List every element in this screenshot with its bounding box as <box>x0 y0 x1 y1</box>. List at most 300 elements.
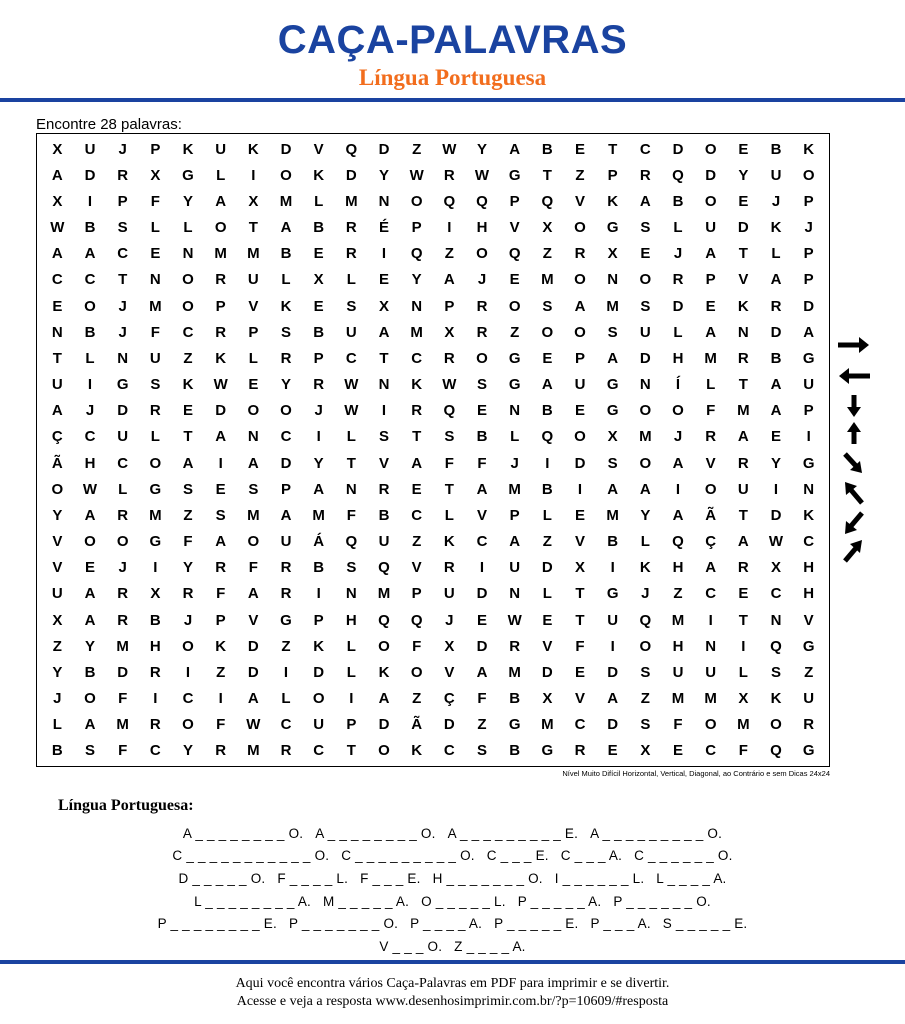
grid-letter[interactable]: A <box>378 323 390 341</box>
grid-letter[interactable]: I <box>153 690 158 708</box>
grid-letter[interactable]: S <box>346 297 357 315</box>
grid-letter[interactable]: F <box>477 690 487 708</box>
grid-letter[interactable]: S <box>640 219 651 237</box>
grid-letter[interactable]: G <box>802 454 815 472</box>
grid-letter[interactable]: M <box>671 690 685 708</box>
grid-letter[interactable]: M <box>410 323 423 341</box>
grid-letter[interactable]: Y <box>280 376 291 394</box>
grid-letter[interactable]: C <box>705 585 717 603</box>
grid-letter[interactable]: U <box>117 428 129 446</box>
grid-letter[interactable]: F <box>150 192 160 210</box>
grid-letter[interactable]: R <box>117 166 129 184</box>
grid-letter[interactable]: A <box>607 690 619 708</box>
grid-letter[interactable]: U <box>803 376 815 394</box>
grid-letter[interactable]: Ç <box>443 690 455 708</box>
grid-letter[interactable]: R <box>476 323 488 341</box>
grid-letter[interactable]: D <box>345 166 357 184</box>
grid-letter[interactable]: O <box>672 402 684 420</box>
grid-letter[interactable]: U <box>51 585 63 603</box>
grid-letter[interactable]: D <box>280 454 292 472</box>
grid-letter[interactable]: B <box>541 140 553 158</box>
grid-letter[interactable]: S <box>640 716 651 734</box>
grid-letter[interactable]: D <box>770 506 782 524</box>
grid-letter[interactable]: A <box>607 480 619 498</box>
grid-letter[interactable]: Í <box>675 376 681 394</box>
grid-letter[interactable]: C <box>117 245 129 263</box>
grid-letter[interactable]: U <box>705 219 717 237</box>
grid-letter[interactable]: B <box>84 323 96 341</box>
grid-letter[interactable]: E <box>52 297 63 315</box>
grid-letter[interactable]: D <box>541 663 553 681</box>
grid-letter[interactable]: A <box>378 690 390 708</box>
grid-letter[interactable]: E <box>182 402 193 420</box>
grid-letter[interactable]: N <box>607 271 619 289</box>
grid-letter[interactable]: G <box>149 480 162 498</box>
grid-letter[interactable]: H <box>803 559 815 577</box>
grid-letter[interactable]: A <box>705 323 717 341</box>
grid-letter[interactable]: L <box>183 219 193 237</box>
grid-letter[interactable]: D <box>803 297 815 315</box>
grid-letter[interactable]: J <box>510 454 519 472</box>
grid-letter[interactable]: R <box>737 559 749 577</box>
grid-letter[interactable]: K <box>803 506 815 524</box>
grid-letter[interactable]: B <box>476 428 488 446</box>
grid-letter[interactable]: S <box>117 219 128 237</box>
grid-letter[interactable]: L <box>85 349 95 367</box>
grid-letter[interactable]: E <box>574 663 585 681</box>
grid-letter[interactable]: U <box>509 559 521 577</box>
grid-letter[interactable]: O <box>182 637 194 655</box>
grid-letter[interactable]: A <box>770 402 782 420</box>
grid-letter[interactable]: N <box>411 297 423 315</box>
grid-letter[interactable]: O <box>639 454 652 472</box>
grid-letter[interactable]: D <box>378 716 390 734</box>
grid-letter[interactable]: Z <box>183 349 193 367</box>
grid-letter[interactable]: Y <box>476 140 487 158</box>
grid-letter[interactable]: D <box>737 219 749 237</box>
grid-letter[interactable]: O <box>410 663 423 681</box>
grid-letter[interactable]: T <box>575 611 585 629</box>
grid-letter[interactable]: O <box>116 533 129 551</box>
grid-letter[interactable]: F <box>444 454 454 472</box>
grid-letter[interactable]: R <box>574 245 586 263</box>
grid-letter[interactable]: A <box>215 533 227 551</box>
grid-letter[interactable]: I <box>218 454 223 472</box>
grid-letter[interactable]: I <box>447 219 452 237</box>
grid-letter[interactable]: D <box>705 166 717 184</box>
grid-letter[interactable]: D <box>443 716 455 734</box>
grid-letter[interactable]: T <box>248 219 258 237</box>
grid-letter[interactable]: O <box>378 742 390 760</box>
grid-letter[interactable]: D <box>247 637 259 655</box>
grid-letter[interactable]: V <box>574 690 585 708</box>
grid-letter[interactable]: E <box>738 585 749 603</box>
grid-letter[interactable]: Q <box>770 637 782 655</box>
grid-letter[interactable]: T <box>738 376 748 394</box>
grid-letter[interactable]: R <box>345 219 357 237</box>
grid-letter[interactable]: O <box>639 637 652 655</box>
grid-letter[interactable]: P <box>313 349 324 367</box>
grid-letter[interactable]: A <box>247 690 259 708</box>
grid-letter[interactable]: C <box>443 742 455 760</box>
grid-letter[interactable]: Z <box>542 245 552 263</box>
grid-letter[interactable]: R <box>345 245 357 263</box>
grid-letter[interactable]: E <box>476 402 487 420</box>
grid-letter[interactable]: W <box>409 166 424 184</box>
grid-letter[interactable]: D <box>607 663 619 681</box>
grid-letter[interactable]: E <box>313 245 324 263</box>
grid-letter[interactable]: V <box>509 219 520 237</box>
grid-letter[interactable]: R <box>770 297 782 315</box>
grid-letter[interactable]: Ã <box>51 454 63 472</box>
grid-letter[interactable]: J <box>53 690 62 708</box>
grid-letter[interactable]: L <box>52 716 62 734</box>
grid-letter[interactable]: E <box>738 192 749 210</box>
grid-letter[interactable]: I <box>349 690 354 708</box>
grid-letter[interactable]: K <box>737 297 749 315</box>
grid-letter[interactable]: Q <box>345 533 358 551</box>
grid-letter[interactable]: G <box>606 219 619 237</box>
grid-letter[interactable]: Q <box>639 611 652 629</box>
grid-letter[interactable]: S <box>182 480 193 498</box>
grid-letter[interactable]: R <box>117 611 129 629</box>
grid-letter[interactable]: A <box>215 428 227 446</box>
grid-letter[interactable]: Z <box>673 585 683 603</box>
grid-letter[interactable]: M <box>737 402 750 420</box>
grid-letter[interactable]: F <box>118 690 128 708</box>
grid-letter[interactable]: D <box>280 140 292 158</box>
grid-letter[interactable]: L <box>771 245 781 263</box>
grid-letter[interactable]: J <box>118 559 127 577</box>
grid-letter[interactable]: L <box>346 637 356 655</box>
grid-letter[interactable]: B <box>770 349 782 367</box>
grid-letter[interactable]: E <box>672 742 683 760</box>
grid-letter[interactable]: L <box>281 271 291 289</box>
grid-letter[interactable]: U <box>803 690 815 708</box>
grid-letter[interactable]: L <box>216 166 226 184</box>
grid-letter[interactable]: W <box>344 402 359 420</box>
grid-letter[interactable]: M <box>312 506 325 524</box>
grid-letter[interactable]: L <box>346 428 356 446</box>
grid-letter[interactable]: X <box>542 690 553 708</box>
grid-letter[interactable]: O <box>639 271 652 289</box>
grid-letter[interactable]: G <box>149 533 162 551</box>
grid-letter[interactable]: A <box>215 192 227 210</box>
grid-letter[interactable]: B <box>313 323 325 341</box>
grid-letter[interactable]: G <box>280 611 292 629</box>
grid-letter[interactable]: I <box>87 376 93 394</box>
grid-letter[interactable]: K <box>639 559 651 577</box>
grid-letter[interactable]: K <box>803 140 815 158</box>
grid-letter[interactable]: O <box>704 716 717 734</box>
grid-letter[interactable]: H <box>672 349 684 367</box>
grid-letter[interactable]: U <box>672 663 684 681</box>
grid-letter[interactable]: D <box>313 663 325 681</box>
grid-letter[interactable]: M <box>247 742 260 760</box>
grid-letter[interactable]: I <box>251 166 256 184</box>
grid-letter[interactable]: O <box>247 533 260 551</box>
grid-letter[interactable]: C <box>705 742 717 760</box>
grid-letter[interactable]: L <box>150 428 160 446</box>
grid-letter[interactable]: B <box>280 245 292 263</box>
grid-letter[interactable]: C <box>84 428 96 446</box>
grid-letter[interactable]: N <box>737 323 749 341</box>
grid-letter[interactable]: W <box>344 376 359 394</box>
grid-letter[interactable]: M <box>508 480 521 498</box>
grid-letter[interactable]: M <box>737 716 750 734</box>
grid-letter[interactable]: S <box>607 323 618 341</box>
grid-letter[interactable]: B <box>313 559 325 577</box>
grid-letter[interactable]: V <box>574 533 585 551</box>
grid-letter[interactable]: V <box>803 611 814 629</box>
grid-letter[interactable]: S <box>476 742 487 760</box>
grid-letter[interactable]: B <box>607 533 619 551</box>
grid-letter[interactable]: C <box>476 533 488 551</box>
grid-letter[interactable]: A <box>476 480 488 498</box>
grid-letter[interactable]: K <box>378 663 390 681</box>
grid-letter[interactable]: R <box>443 559 455 577</box>
grid-letter[interactable]: B <box>149 611 161 629</box>
grid-letter[interactable]: D <box>574 454 586 472</box>
grid-letter[interactable]: N <box>117 349 129 367</box>
grid-letter[interactable]: O <box>704 480 717 498</box>
grid-letter[interactable]: P <box>509 192 520 210</box>
grid-letter[interactable]: N <box>182 245 194 263</box>
grid-letter[interactable]: T <box>608 140 618 158</box>
grid-letter[interactable]: O <box>247 402 260 420</box>
grid-letter[interactable]: N <box>247 428 259 446</box>
grid-letter[interactable]: E <box>476 611 487 629</box>
grid-letter[interactable]: T <box>412 428 422 446</box>
grid-letter[interactable]: V <box>705 454 716 472</box>
grid-letter[interactable]: Y <box>378 166 389 184</box>
grid-letter[interactable]: Y <box>182 192 193 210</box>
grid-letter[interactable]: F <box>248 559 258 577</box>
grid-letter[interactable]: G <box>182 166 194 184</box>
grid-letter[interactable]: A <box>84 716 96 734</box>
grid-letter[interactable]: A <box>639 480 651 498</box>
grid-letter[interactable]: U <box>345 323 357 341</box>
grid-letter[interactable]: O <box>574 271 586 289</box>
grid-letter[interactable]: L <box>346 271 356 289</box>
grid-letter[interactable]: W <box>474 166 490 184</box>
grid-letter[interactable]: M <box>606 297 619 315</box>
grid-letter[interactable]: L <box>346 663 356 681</box>
grid-letter[interactable]: P <box>346 716 357 734</box>
grid-letter[interactable]: U <box>639 323 651 341</box>
grid-letter[interactable]: R <box>280 559 292 577</box>
grid-letter[interactable]: I <box>545 454 550 472</box>
grid-letter[interactable]: H <box>476 219 488 237</box>
grid-letter[interactable]: S <box>280 323 291 341</box>
grid-letter[interactable]: S <box>640 663 651 681</box>
grid-letter[interactable]: K <box>607 192 619 210</box>
grid-letter[interactable]: U <box>574 376 586 394</box>
grid-letter[interactable]: T <box>52 349 62 367</box>
grid-letter[interactable]: L <box>248 349 258 367</box>
grid-letter[interactable]: R <box>182 585 194 603</box>
grid-letter[interactable]: N <box>345 585 357 603</box>
grid-letter[interactable]: S <box>248 480 259 498</box>
grid-letter[interactable]: G <box>802 742 815 760</box>
grid-letter[interactable]: X <box>52 140 63 158</box>
grid-letter[interactable]: A <box>770 271 782 289</box>
grid-letter[interactable]: P <box>150 140 161 158</box>
grid-letter[interactable]: A <box>84 245 96 263</box>
grid-letter[interactable]: K <box>280 297 292 315</box>
grid-letter[interactable]: X <box>640 742 651 760</box>
grid-letter[interactable]: J <box>183 611 193 629</box>
grid-letter[interactable]: Q <box>410 611 423 629</box>
grid-letter[interactable]: R <box>117 506 129 524</box>
grid-letter[interactable]: Z <box>216 663 226 681</box>
grid-letter[interactable]: K <box>770 219 782 237</box>
grid-letter[interactable]: F <box>673 716 683 734</box>
grid-letter[interactable]: F <box>477 454 487 472</box>
grid-letter[interactable]: F <box>118 742 128 760</box>
grid-letter[interactable]: P <box>803 192 814 210</box>
grid-letter[interactable]: E <box>542 611 553 629</box>
grid-letter[interactable]: H <box>149 637 161 655</box>
grid-letter[interactable]: P <box>280 480 291 498</box>
grid-letter[interactable]: M <box>214 245 227 263</box>
grid-letter[interactable]: R <box>737 454 749 472</box>
grid-letter[interactable]: H <box>84 454 96 472</box>
grid-letter[interactable]: O <box>84 297 96 315</box>
grid-letter[interactable]: T <box>738 611 748 629</box>
grid-letter[interactable]: F <box>346 506 356 524</box>
grid-letter[interactable]: M <box>541 716 554 734</box>
grid-letter[interactable]: M <box>704 690 717 708</box>
grid-letter[interactable]: R <box>443 349 455 367</box>
grid-letter[interactable]: L <box>542 585 552 603</box>
grid-letter[interactable]: Z <box>510 323 520 341</box>
grid-letter[interactable]: P <box>803 402 814 420</box>
grid-letter[interactable]: C <box>639 140 651 158</box>
grid-letter[interactable]: Y <box>84 637 95 655</box>
grid-letter[interactable]: E <box>574 140 585 158</box>
grid-letter[interactable]: R <box>215 559 227 577</box>
grid-letter[interactable]: D <box>215 402 227 420</box>
grid-letter[interactable]: G <box>116 376 129 394</box>
grid-letter[interactable]: C <box>51 271 63 289</box>
grid-letter[interactable]: M <box>345 192 358 210</box>
grid-letter[interactable]: R <box>280 585 292 603</box>
grid-letter[interactable]: G <box>508 716 521 734</box>
grid-letter[interactable]: B <box>541 480 553 498</box>
grid-letter[interactable]: Y <box>52 663 63 681</box>
grid-letter[interactable]: V <box>738 271 749 289</box>
grid-letter[interactable]: E <box>640 245 651 263</box>
grid-letter[interactable]: V <box>248 611 259 629</box>
grid-letter[interactable]: K <box>443 533 455 551</box>
grid-letter[interactable]: T <box>738 506 748 524</box>
grid-letter[interactable]: P <box>313 611 324 629</box>
grid-letter[interactable]: E <box>705 297 716 315</box>
grid-letter[interactable]: B <box>84 219 96 237</box>
grid-letter[interactable]: M <box>149 297 162 315</box>
grid-letter[interactable]: R <box>476 297 488 315</box>
grid-letter[interactable]: A <box>84 611 96 629</box>
grid-letter[interactable]: R <box>280 349 292 367</box>
grid-letter[interactable]: O <box>182 716 194 734</box>
grid-letter[interactable]: Z <box>412 533 422 551</box>
grid-letter[interactable]: I <box>479 559 485 577</box>
grid-letter[interactable]: Q <box>508 245 521 263</box>
grid-letter[interactable]: R <box>574 742 586 760</box>
grid-letter[interactable]: Y <box>411 271 422 289</box>
grid-letter[interactable]: R <box>149 716 161 734</box>
grid-letter[interactable]: S <box>150 376 161 394</box>
grid-letter[interactable]: M <box>116 716 129 734</box>
grid-letter[interactable]: M <box>247 506 260 524</box>
grid-letter[interactable]: G <box>802 637 815 655</box>
grid-letter[interactable]: Y <box>770 454 781 472</box>
grid-letter[interactable]: A <box>803 323 815 341</box>
grid-letter[interactable]: Á <box>313 533 325 551</box>
grid-letter[interactable]: X <box>607 428 618 446</box>
grid-letter[interactable]: G <box>541 742 554 760</box>
grid-letter[interactable]: P <box>574 349 585 367</box>
grid-letter[interactable]: I <box>283 663 289 681</box>
grid-letter[interactable]: B <box>672 192 684 210</box>
grid-letter[interactable]: Z <box>542 533 552 551</box>
grid-letter[interactable]: R <box>117 585 129 603</box>
grid-letter[interactable]: S <box>542 297 553 315</box>
grid-letter[interactable]: S <box>444 428 455 446</box>
grid-letter[interactable]: U <box>149 349 161 367</box>
grid-letter[interactable]: I <box>806 428 811 446</box>
grid-letter[interactable]: M <box>116 637 129 655</box>
grid-letter[interactable]: K <box>411 376 423 394</box>
grid-letter[interactable]: X <box>542 219 553 237</box>
grid-letter[interactable]: E <box>509 271 520 289</box>
grid-letter[interactable]: U <box>770 166 782 184</box>
grid-letter[interactable]: Y <box>738 166 749 184</box>
grid-letter[interactable]: X <box>150 585 161 603</box>
grid-letter[interactable]: J <box>314 402 323 420</box>
grid-letter[interactable]: I <box>381 245 387 263</box>
grid-letter[interactable]: I <box>153 559 158 577</box>
grid-letter[interactable]: N <box>378 376 390 394</box>
grid-letter[interactable]: R <box>411 402 423 420</box>
grid-letter[interactable]: K <box>411 742 423 760</box>
grid-letter[interactable]: H <box>345 611 357 629</box>
grid-letter[interactable]: A <box>84 585 96 603</box>
grid-letter[interactable]: J <box>641 585 650 603</box>
grid-letter[interactable]: E <box>542 349 553 367</box>
grid-letter[interactable]: O <box>704 192 717 210</box>
grid-letter[interactable]: U <box>443 585 455 603</box>
grid-letter[interactable]: V <box>542 637 553 655</box>
grid-letter[interactable]: O <box>410 192 423 210</box>
grid-letter[interactable]: D <box>476 637 488 655</box>
grid-letter[interactable]: O <box>214 219 227 237</box>
grid-letter[interactable]: D <box>770 323 782 341</box>
grid-letter[interactable]: F <box>738 742 748 760</box>
grid-letter[interactable]: Q <box>541 192 554 210</box>
grid-letter[interactable]: R <box>280 742 292 760</box>
grid-letter[interactable]: A <box>770 376 782 394</box>
grid-letter[interactable]: C <box>182 690 194 708</box>
grid-letter[interactable]: T <box>346 742 356 760</box>
grid-letter[interactable]: H <box>672 637 684 655</box>
grid-letter[interactable]: A <box>247 585 259 603</box>
grid-letter[interactable]: A <box>51 245 63 263</box>
grid-letter[interactable]: D <box>117 663 129 681</box>
grid-letter[interactable]: E <box>150 245 161 263</box>
grid-letter[interactable]: L <box>673 219 683 237</box>
